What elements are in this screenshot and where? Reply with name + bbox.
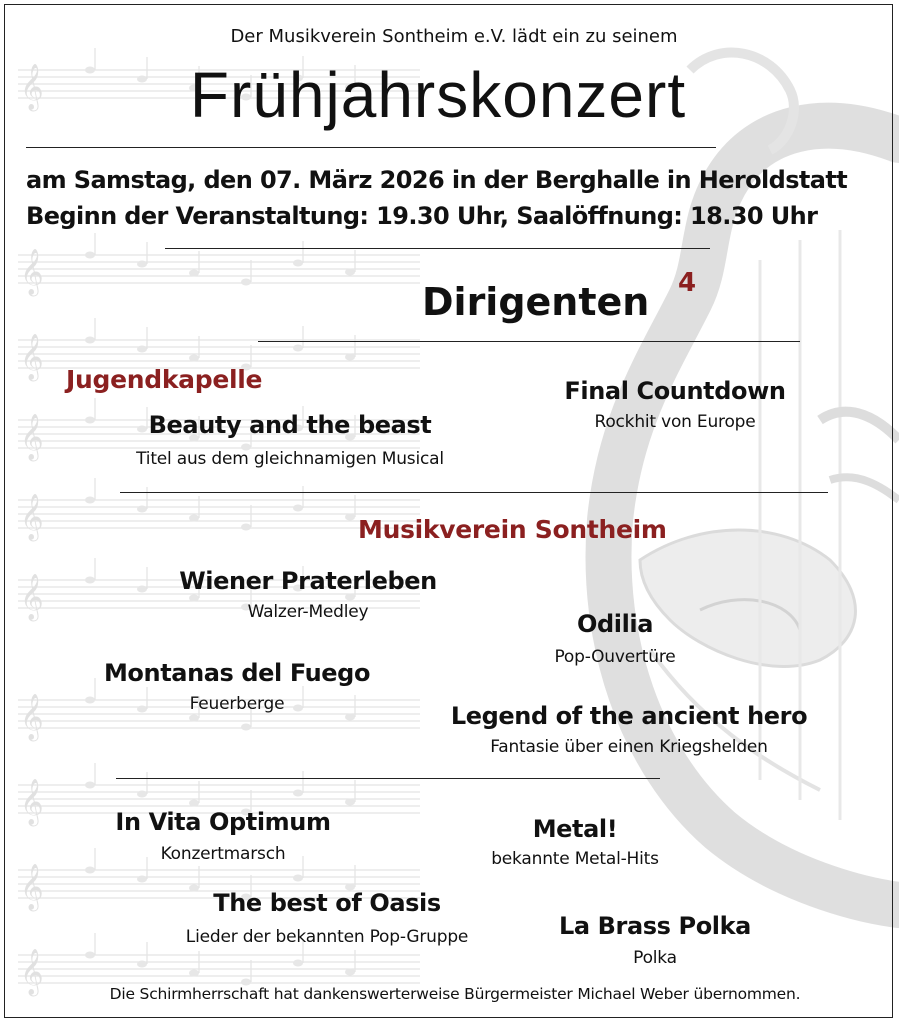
- invitation-line: Der Musikverein Sontheim e.V. lädt ein zu seinem: [230, 26, 678, 47]
- piece-title: Wiener Praterleben: [179, 567, 437, 595]
- piece-subtitle: Pop-Ouvertüre: [554, 647, 676, 667]
- treble-clef-icon: 𝄞: [20, 249, 44, 295]
- patronage-note: Die Schirmherrschaft hat dankenswerterweise Bürgermeister Michael Weber übernommen.: [109, 985, 801, 1003]
- page-title: Frühjahrskonzert: [189, 59, 687, 131]
- conductors-count: 4: [678, 268, 697, 298]
- piece-subtitle: Rockhit von Europe: [594, 412, 756, 432]
- divider: [26, 147, 716, 148]
- piece-subtitle: Lieder der bekannten Pop-Gruppe: [185, 927, 469, 947]
- poster-frame: [4, 4, 893, 1018]
- divider: [120, 492, 828, 493]
- piece-title: Beauty and the beast: [148, 411, 432, 439]
- divider: [116, 778, 660, 779]
- piece-title: Montanas del Fuego: [103, 659, 371, 687]
- treble-clef-icon: 𝄞: [20, 779, 44, 825]
- treble-clef-icon: 𝄞: [20, 414, 44, 460]
- treble-clef-icon: 𝄞: [20, 574, 44, 620]
- piece-title: Final Countdown: [564, 377, 786, 405]
- piece-title: Odilia: [576, 610, 654, 638]
- piece-title: Metal!: [532, 815, 618, 843]
- treble-clef-icon: 𝄞: [20, 64, 44, 110]
- piece-title: Legend of the ancient hero: [450, 702, 808, 730]
- treble-clef-icon: 𝄞: [20, 494, 44, 540]
- piece-subtitle: Konzertmarsch: [160, 844, 286, 864]
- treble-clef-icon: 𝄞: [20, 864, 44, 910]
- treble-clef-icon: 𝄞: [20, 694, 44, 740]
- piece-title: The best of Oasis: [213, 889, 441, 917]
- piece-title: La Brass Polka: [559, 912, 751, 940]
- treble-clef-icon: 𝄞: [20, 949, 44, 995]
- piece-subtitle: Walzer-Medley: [247, 602, 369, 622]
- piece-title: In Vita Optimum: [115, 808, 331, 836]
- treble-clef-icon: 𝄞: [20, 334, 44, 380]
- event-time-line: Beginn der Veranstaltung: 19.30 Uhr, Saalöffnung: 18.30 Uhr: [26, 202, 818, 230]
- conductors-heading: Dirigenten: [422, 280, 650, 324]
- piece-subtitle: Polka: [633, 948, 677, 968]
- section-heading-jugendkapelle: Jugendkapelle: [66, 365, 263, 394]
- piece-subtitle: Titel aus dem gleichnamigen Musical: [136, 449, 444, 469]
- piece-subtitle: Fantasie über einen Kriegshelden: [490, 737, 768, 757]
- event-date-line: am Samstag, den 07. März 2026 in der Berghalle in Heroldstatt: [26, 166, 848, 194]
- divider: [165, 248, 710, 249]
- divider: [258, 341, 800, 342]
- section-heading-musikverein: Musikverein Sontheim: [358, 515, 667, 544]
- piece-subtitle: bekannte Metal-Hits: [491, 849, 659, 869]
- piece-subtitle: Feuerberge: [189, 694, 285, 714]
